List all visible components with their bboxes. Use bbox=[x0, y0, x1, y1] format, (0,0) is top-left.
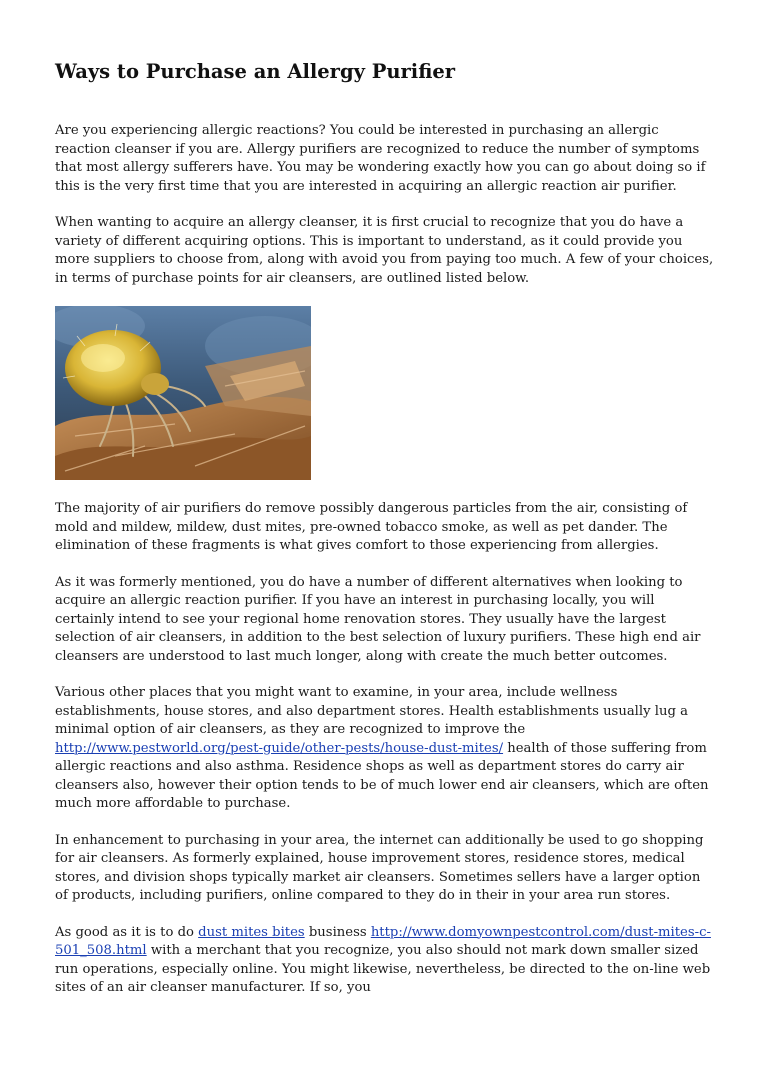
dust-mites-bites-link[interactable]: dust mites bites bbox=[198, 924, 305, 940]
domyownpestcontrol-link[interactable]: http://www.domyownpestcontrol.com/dust-mites-c-501_508.html bbox=[55, 924, 711, 958]
paragraph-options: When wanting to acquire an allergy cleanser, it is first crucial to recognize that you do have a variety of different acquiring options. This is important to understand, as it could provide you more suppliers to choose from, along with avoid you from paying too much. A few of your choices, in terms of purchase points for air cleansers, are outlined listed below. bbox=[55, 215, 714, 286]
page-title: Ways to Purchase an Allergy Purifier bbox=[55, 60, 456, 83]
dust-mite-photo bbox=[55, 306, 311, 480]
text-segment: with a merchant that you recognize, you also should not mark down smaller sized run operations, especially online. You might likewise, nevertheless, be directed to the on-line web sites of an air cleanser manufacturer. If so, you bbox=[55, 943, 711, 995]
paragraph-local-purchase: As it was formerly mentioned, you do have a number of different alternatives when looking to acquire an allergic reaction purifier. If you have an interest in purchasing locally, you will certainly intend to see your regional home renovation stores. They usually have the largest selection of air cleansers, in addition to the best selection of luxury purifiers. These high end air cleansers are understood to last much longer, along with create the much better outcomes. bbox=[55, 574, 701, 664]
paragraph-other-places bbox=[55, 684, 715, 814]
text-segment: As good as it is to do bbox=[55, 924, 199, 940]
pestworld-link[interactable]: http://www.pestworld.org/pest-guide/other-pests/house-dust-mites/ bbox=[55, 740, 504, 756]
paragraph-internet: In enhancement to purchasing in your area, the internet can additionally be used to go shopping for air cleansers. As formerly explained, house improvement stores, residence stores, medical stores, and division shops typically market air cleansers. Sometimes sellers have a larger option of products, including purifiers, online compared to they do in their in your area run stores. bbox=[55, 832, 704, 903]
text-segment: health of those suffering from allergic reactions and also asthma. Residence shops as well as department stores do carry air cleansers also, however their option tends to be of much lower end air cleansers, which are often much more affordable to purchase. bbox=[55, 740, 709, 811]
paragraph-intro: Are you experiencing allergic reactions? You could be interested in purchasing an allergic reaction cleanser if you are. Allergy purifiers are recognized to reduce the number of symptoms that most allergy sufferers have. You may be wondering exactly how you can go about doing so if this is the very first time that you are interested in acquiring an allergic reaction air purifier. bbox=[55, 123, 706, 194]
document-page bbox=[55, 58, 715, 1016]
paragraph-merchant bbox=[55, 924, 715, 998]
text-segment: business bbox=[304, 924, 371, 940]
text-segment: Various other places that you might want to examine, in your area, include wellness establishments, house stores, and also department stores. Health establishments usually lug a minimal option of air cleansers, as they are recognized to improve the bbox=[55, 685, 688, 737]
paragraph-particles: The majority of air purifiers do remove possibly dangerous particles from the air, consisting of mold and mildew, mildew, dust mites, pre-owned tobacco smoke, as well as pet dander. The elimination of these fragments is what gives comfort to those experiencing from allergies. bbox=[55, 501, 688, 553]
